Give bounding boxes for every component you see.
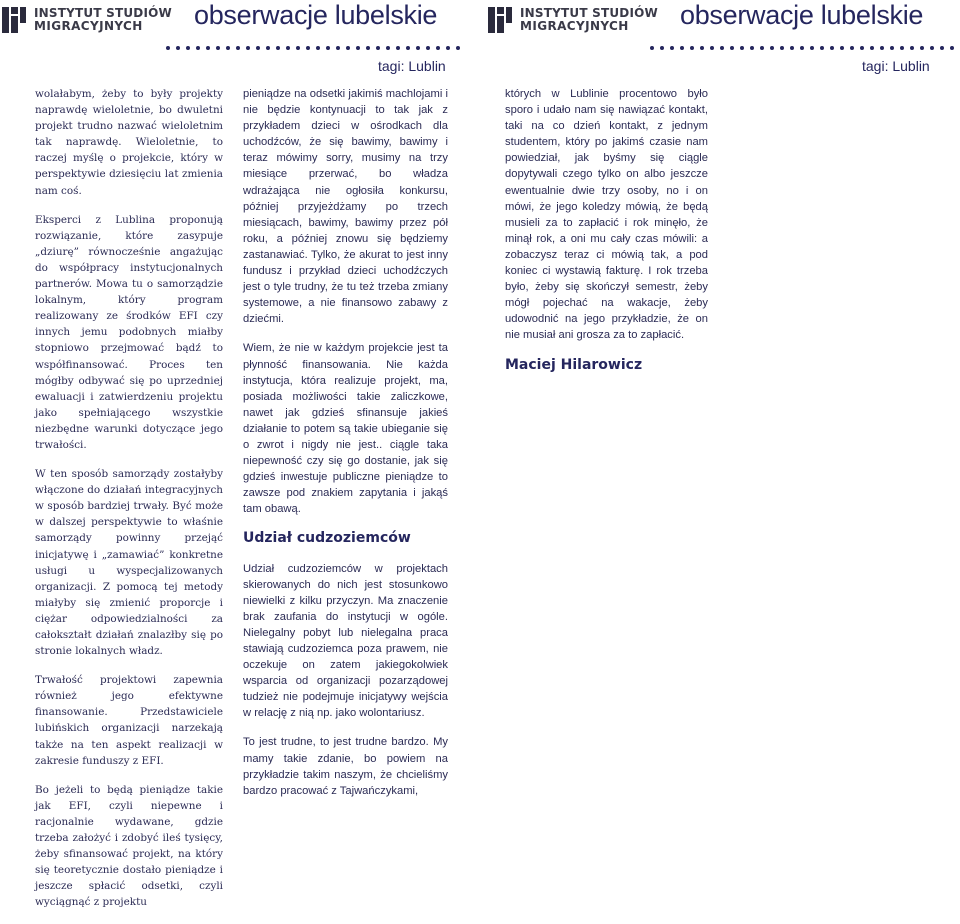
paragraph: wolałabym, żeby to były projekty naprawdę wieloletnie, bo dwuletni projekt trudno nazwać wieloletnim tak naprawdę. Wieloletnie, to raczej myślę o projekcie, który w perspektywie dziesięciu lat zmienia nam coś. (35, 88, 223, 197)
paragraph: Bo jeżeli to będą pieniądze takie jak EFI, czyli niepewne i racjonalnie wydawane, gdzie trzeba założyć i zdobyć ileś tysięcy, żeby sfinansować projekt, na który się teoretycznie dostało pieniądze i jeszcze spłacić odsetki, czyli wyciągnąć z projektu (35, 783, 223, 909)
institute-logo (2, 7, 172, 33)
dotted-rule (166, 46, 460, 50)
logo-mark-icon (488, 7, 512, 33)
series-title: obserwacje lubelskie (680, 0, 924, 30)
logo-line-1: INSTYTUT STUDIÓW (34, 6, 172, 20)
logo-mark-icon (2, 7, 26, 33)
paragraph: To jest trudne, to jest trudne bardzo. My mamy takie zdanie, bo powiem na przykładzie takim naszym, że chcieliśmy bardzo pracować z Tajwańczykami, (243, 736, 448, 797)
column-1 (35, 86, 223, 924)
column-3 (505, 86, 708, 373)
paragraph: pieniądze na odsetki jakimiś machlojami i nie będzie kontynuacji to tak jak z przykładem dzieci w ośrodkach dla uchodźców, że się bawimy, bawimy i teraz mówimy sorry, musimy na trzy miesiące przerwać, bo władza wdrażająca nie ogłosiła konkursu, później przyjeżdżamy po trzech miesiącach, bawimy, bawimy przez pół roku, a później znowu się będziemy zastanawiać. Tylko, że akurat to jest inny fundusz i przykład dzieci uchodźczych jest o tyle trudny, że tu też trzeba zmiany systemowe, a nie finansowo zabawy z dziećmi. (243, 88, 448, 326)
paragraph: Eksperci z Lublina proponują rozwiązanie, które zasypuje „dziurę” równocześnie angażując do współpracy instytucjonalnych partnerów. Mowa tu o samorządzie lokalnym, który program realizowany ze środków EFI czy innych jemu podobnych miałby stopniowo przejmować bądź to współfinansować. Proces ten mógłby odbywać się po uprzedniej ewaluacji i zatwierdzeniu projektu jako spełniającego wszystkie niezbędne warunki dotyczące jego trwałości. (35, 213, 223, 451)
logo-line-1: INSTYTUT STUDIÓW (520, 6, 658, 20)
dotted-rule (650, 46, 954, 50)
paragraph: których w Lublinie procentowo było sporo i udało nam się nawiązać kontakt, taki na co dzień kontakt, z jednym studentem, który po jakimś czasie nam powiedział, jak byśmy się ciągle dopytywali czego tylko on albo jeszcze ewentualnie dwie trzy osoby, no i on mówi, że jego koledzy mówią, że będą musieli za to zapłacić i rok minęło, że minął rok, a oni mu cały czas mówili: a zobaczysz teraz ci mówią tak, a pod koniec ci wystawią fakturę. I rok trzeba było, żeby się skończył semestr, żeby mógł pojechać na wakacje, żeby udowodnić na jego przykładzie, że on nie musiał ani grosza za to zapłacić. (505, 88, 708, 342)
series-title: obserwacje lubelskie (194, 0, 438, 30)
paragraph: Wiem, że nie w każdym projekcie jest ta płynność finansowania. Nie każda instytucja, która realizuje projekt, ma, posiada możliwości takie zaliczkowe, nawet jak gdzieś sfinansuje jakieś działanie to potem są takie ubieganie się o zwrot i nigdy nie jest.. ciągle taka niepewność czy się go dostanie, jak się gdzieś inwestuje publiczne pieniądze to zawsze pod znakiem zapytania i jakąś tam obawą. (243, 342, 448, 516)
tags-label: tagi: Lublin (378, 58, 446, 74)
logo-line-2: MIGRACYJNYCH (34, 19, 143, 33)
section-heading: Udział cudzoziemców (243, 530, 411, 547)
logo-line-2: MIGRACYJNYCH (520, 19, 629, 33)
column-2 (243, 86, 448, 812)
paragraph: Udział cudzoziemców w projektach skierowanych do nich jest stosunkowo niewielki z kilku przyczyn. Ma znaczenie brak zaufania do instytucji w ogóle. Nielegalny pobyt lub nielegalna praca stawiają cudzoziemca poza prawem, nie oczekuje on zatem jakiegokolwiek wsparcia od organizacji pozarządowej tudzież nie podejmuje inicjatywy wejścia w relację z nią np. jako wolontariusz. (243, 562, 448, 720)
author-name: Maciej Hilarowicz (505, 356, 643, 373)
institute-logo (488, 7, 658, 33)
left-page (0, 0, 480, 909)
right-page (480, 0, 960, 638)
paragraph: Trwałość projektowi zapewnia również jego efektywne finansowanie. Przedstawiciele lubińskich organizacji narzekają także na ten aspekt realizacji w zakresie funduszy z EFI. (35, 674, 223, 767)
paragraph: W ten sposób samorządy zostałyby włączone do działań integracyjnych w sposób bardziej trwały. Być może w dalszej perspektywie to właśnie samorządy powinny przejąć inicjatywę i „zamawiać” konkretne usługi u wyspecjalizowanych organizacji. Z pomocą tej metody miałyby się zmienić proporcje i ciężar odpowiedzialności za całokształt działań znalazłby się po stronie lokalnych władz. (35, 468, 223, 658)
tags-label: tagi: Lublin (862, 58, 930, 74)
